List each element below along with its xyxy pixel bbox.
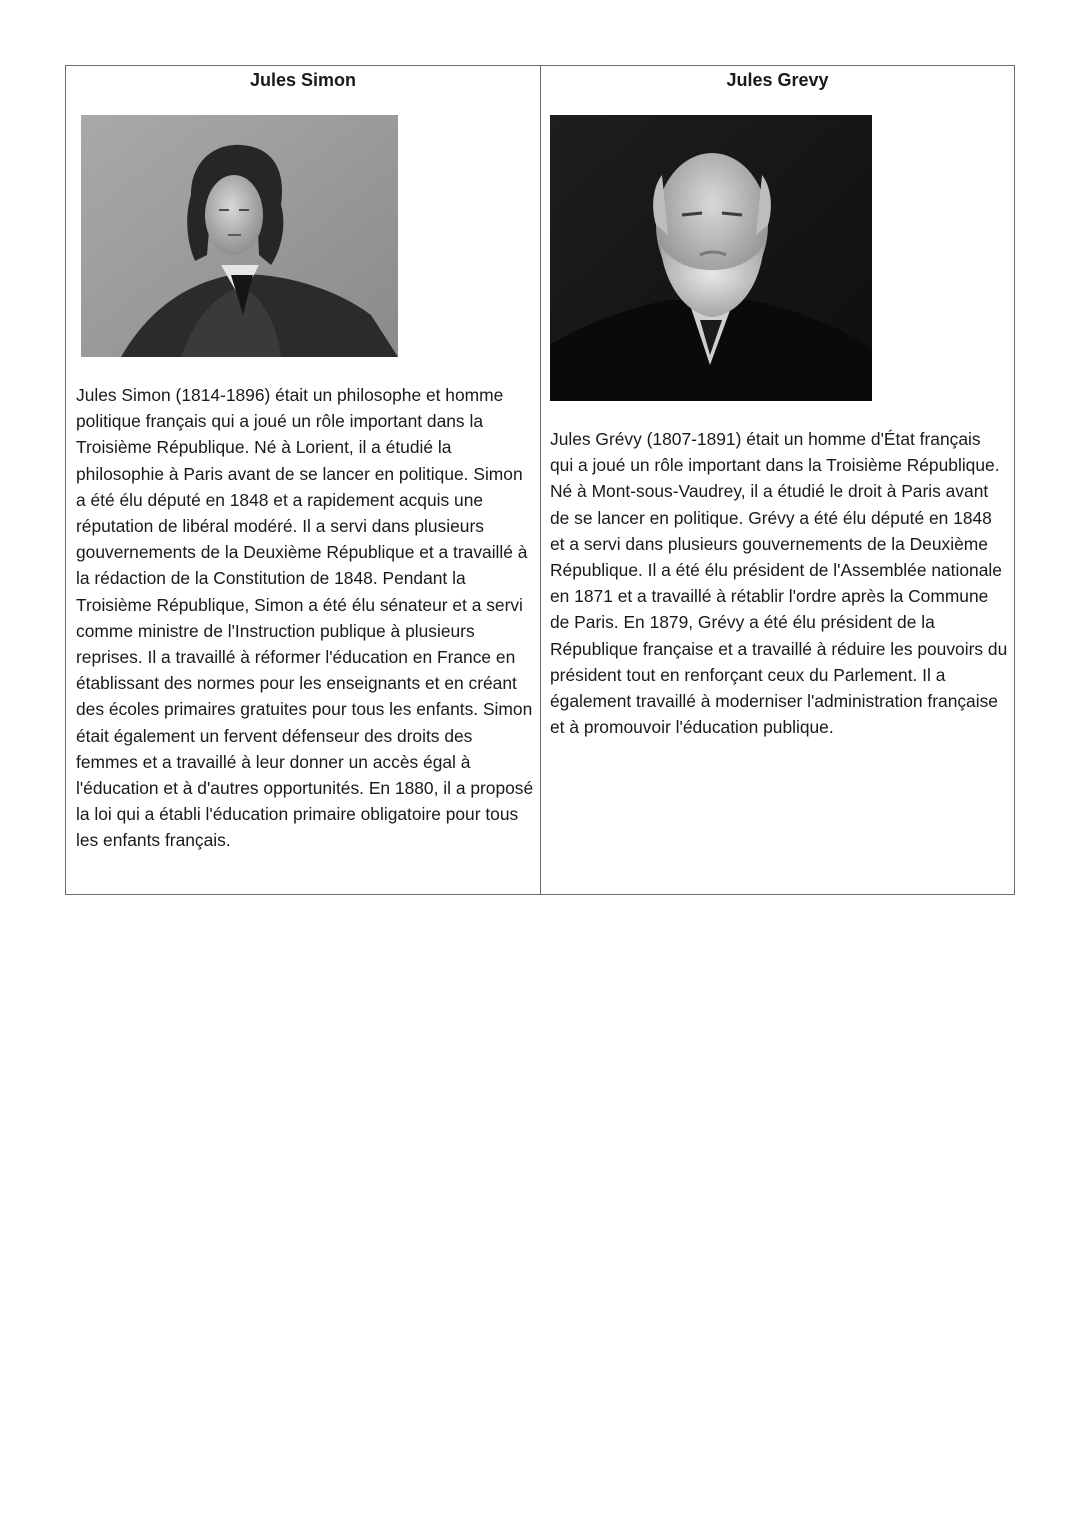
- column-heading-jules-simon: Jules Simon: [249, 70, 357, 90]
- portrait-photo-jules-simon: [81, 115, 398, 357]
- biography-jules-simon: Jules Simon (1814-1896) était un philosophe et homme politique français qui a joué un rôle important dans la Troisième République. Né à Lorient, il a étudié la philosophie à Paris avant de se lancer en politique. Simon a été élu député en 1848 et a rapidement acquis une réputation de libéral modéré. Il a servi dans plusieurs gouvernements de la Deuxième République et a travaillé à la rédaction de la Constitution de 1848. Pendant la Troisième République, Simon a été élu sénateur et a servi comme ministre de l'Instruction publique à plusieurs reprises. Il a travaillé à réformer l'éducation en France en établissant des normes pour les enseignants et en créant des écoles primaires gratuites pour tous les enfants. Simon était également un fervent défenseur des droits des femmes et a travaillé à leur donner un accès égal à l'éducation et à d'autres opportunités. En 1880, il a proposé la loi qui a établi l'éducation primaire obligatoire pour tous les enfants français.: [76, 385, 534, 851]
- biography-jules-grevy: Jules Grévy (1807-1891) était un homme d'État français qui a joué un rôle important dans la Troisième République. Né à Mont-sous-Vaudrey, il a étudié le droit à Paris avant de se lancer en politique. Grévy a été élu député en 1848 et a servi dans plusieurs gouvernements de la Deuxième République. Il a été élu président de l'Assemblée nationale en 1871 et a travaillé à rétablir l'ordre après la Commune de Paris. En 1879, Grévy a été élu président de la République française et a travaillé à réduire les pouvoirs du président tout en renforçant ceux du Parlement. Il a également travaillé à moderniser l'administration française et à promouvoir l'éducation publique.: [550, 429, 1008, 738]
- column-heading-jules-grevy: Jules Grevy: [726, 70, 829, 90]
- table-cell-jules-simon: [66, 66, 541, 894]
- portrait-photo-jules-grevy: [550, 115, 872, 401]
- table-cell-jules-grevy: [541, 66, 1014, 894]
- comparison-table: [65, 65, 1015, 895]
